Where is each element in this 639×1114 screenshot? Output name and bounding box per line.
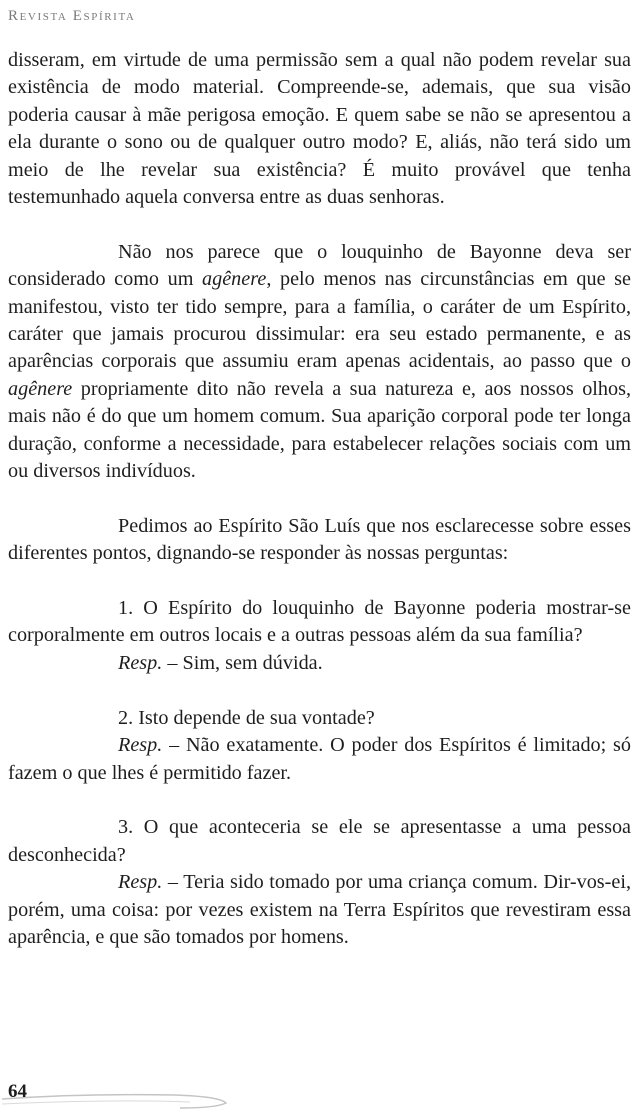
answer-2-text: – Não exatamente. O poder dos Espíritos é limitado; só fazem o que lhes é permitido fazer. (8, 734, 631, 784)
answer-1-text: – Sim, sem dúvida. (162, 651, 323, 674)
paragraph-1: disseram, em virtude de uma permissão sem a qual não podem revelar sua existência de modo material. Compreende-se, ademais, que sua visão poderia causar à mãe perigosa emoção. E quem sabe se não se apresentou a ela durante o sono ou de qualquer outro modo? E, aliás, não terá sido um meio de lhe revelar sua existência? É muito provável que tenha testemunhado aquela conversa entre as duas senhoras. (8, 49, 631, 209)
resp-label: Resp. (118, 734, 163, 757)
question-1: 1. O Espírito do louquinho de Bayonne poderia mostrar-se corporalmente em outros locais e a outras pessoas além da sua família? (8, 597, 631, 647)
answer-3-text: – Teria sido tomado por uma criança comum. Dir-vos-ei, porém, uma coisa: por vezes existem na Terra Espíritos que revestiram essa aparência, e que são tomados por homens. (8, 871, 631, 948)
paragraph-2 (8, 239, 631, 486)
page-number: 64 (8, 1081, 27, 1102)
answer-2 (8, 732, 631, 787)
running-head: Revista Espírita (8, 8, 136, 24)
agenere-term: agênere (202, 268, 267, 291)
page-body (8, 47, 631, 951)
agenere-term: agênere (8, 377, 73, 400)
resp-label: Resp. (118, 651, 163, 674)
paragraph-2-text-c: propriamente dito não revela a sua natureza e, aos nossos olhos, mais não é do que um homem comum. Sua aparição corporal pode ter longa duração, conforme a necessidade, para estabelecer relações sociais com um ou diversos indivíduos. (8, 377, 631, 483)
question-2: 2. Isto depende de sua vontade? (118, 706, 375, 729)
paragraph-2-text-b: , pelo menos nas circunstâncias em que se manifestou, visto ter tido sempre, para a família, o caráter de um Espírito, caráter que jamais procurou dissimular: era seu estado permanente, e as aparências corporais que assumiu eram apenas acidentais, ao passo que o (8, 268, 632, 373)
paragraph-3: Pedimos ao Espírito São Luís que nos esclarecesse sobre esses diferentes pontos, dignando-se responder às nossas perguntas: (8, 514, 631, 565)
resp-label: Resp. (118, 871, 163, 894)
paragraph-2-text-a: Não nos parece que o louquinho de Bayonne deva ser considerado como um (8, 240, 631, 291)
question-3: 3. O que aconteceria se ele se apresentasse a uma pessoa desconhecida? (8, 816, 631, 866)
answer-3 (8, 869, 631, 951)
footer-swoosh-ornament (0, 1086, 230, 1112)
answer-1 (8, 650, 631, 677)
